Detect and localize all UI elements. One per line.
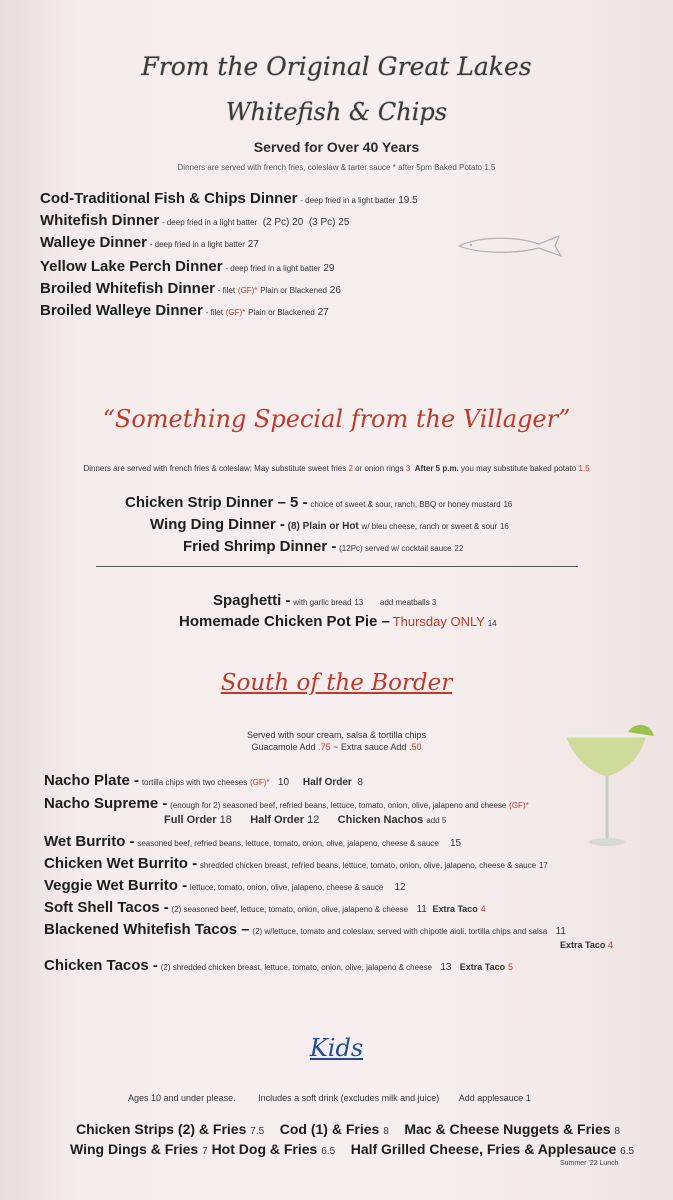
kids-item-price: 7.5 — [250, 1126, 265, 1137]
item-option: Extra Taco — [432, 904, 478, 914]
kids-item-name: Cod (1) & Fries — [279, 1121, 380, 1137]
item-price: 20 — [292, 217, 304, 228]
kids-item-name: Mac & Cheese Nuggets & Fries — [404, 1121, 611, 1137]
kids-item-price: 6.5 — [321, 1146, 336, 1157]
item-option: Full Order — [164, 814, 217, 826]
section1-title-line1: From the Original Great Lakes — [141, 52, 532, 81]
item-name: Yellow Lake Perch Dinner — [40, 258, 223, 275]
kids-item-name: Hot Dog & Fries — [211, 1141, 318, 1157]
gluten-free-tag: (GF)* — [225, 308, 246, 317]
kids-row-1 — [76, 1121, 620, 1137]
menu-item — [40, 234, 259, 251]
item-name: Homemade Chicken Pot Pie – — [179, 613, 390, 630]
item-price: 19.5 — [398, 195, 418, 206]
item-name: Cod-Traditional Fish & Chips Dinner — [40, 190, 298, 207]
menu-item — [44, 921, 566, 938]
menu-item — [44, 957, 513, 974]
menu-item — [179, 613, 497, 630]
menu-item — [40, 190, 418, 207]
item-name: Wing Ding Dinner - — [150, 516, 285, 533]
kids-item-name: Half Grilled Cheese, Fries & Applesauce — [350, 1141, 617, 1157]
note-text: Ages 10 and under please. — [128, 1093, 236, 1103]
item-name: Wet Burrito - — [44, 833, 135, 850]
menu-item — [213, 592, 436, 609]
item-desc: (12Pc) served w/ cocktail sauce — [339, 544, 452, 553]
menu-item — [44, 855, 548, 872]
item-price: 29 — [323, 263, 335, 274]
menu-item — [40, 258, 334, 275]
item-option: Extra Taco — [459, 962, 506, 972]
item-option: Extra Taco — [560, 940, 606, 950]
item-desc: - filet — [217, 286, 236, 295]
item-desc: (2) seasoned beef, lettuce, tomato, onion, olive, jalapeno & cheese — [171, 905, 409, 914]
item-option: Half Order — [302, 777, 352, 788]
item-price: 10 — [277, 777, 290, 788]
menu-item — [44, 772, 363, 789]
section1-note: Dinners are served with french fries, coleslaw & tarter sauce * after 5pm Baked Potato 1.5 — [177, 163, 496, 172]
menu-item — [40, 280, 341, 297]
item-price: 13 — [440, 962, 452, 973]
item-name: Broiled Walleye Dinner — [40, 302, 203, 319]
item-price: 18 — [219, 814, 232, 826]
item-desc: tortilla chips with two cheeses — [141, 778, 248, 787]
item-price: 5 — [507, 962, 513, 972]
item-price: 16 — [499, 522, 509, 531]
item-addon: add meatballs 3 — [379, 598, 437, 607]
item-option: Chicken Nachos — [337, 814, 424, 826]
item-price: 12 — [394, 882, 406, 893]
item-price: 25 — [338, 217, 350, 228]
item-desc: with garlic bread — [293, 598, 352, 607]
item-desc: shredded chicken breast, refried beans, lettuce, tomato, onion, olive, jalapeno, cheese & sauce — [199, 861, 537, 870]
kids-title: Kids — [309, 1034, 364, 1062]
item-desc: choice of sweet & sour, ranch, BBQ or honey mustard — [310, 500, 501, 509]
item-desc: w/ bleu cheese, ranch or sweet & sour — [361, 522, 498, 531]
item-name: Nacho Plate - — [44, 772, 140, 789]
margarita-glass-icon — [562, 722, 658, 850]
section3-note1: Served with sour cream, salsa & tortilla chips — [246, 730, 427, 740]
item-addon: add 5 — [426, 816, 447, 825]
note-text: or onion rings — [355, 464, 404, 473]
kids-item-price: 8 — [383, 1126, 389, 1137]
section2-note — [0, 464, 673, 473]
item-option: Half Order — [250, 814, 305, 826]
section1-title-line2: Whitefish & Chips — [225, 98, 448, 126]
section1-subtitle: Served for Over 40 Years — [253, 139, 420, 155]
note-price: .50 — [408, 742, 422, 752]
item-price: 27 — [247, 239, 259, 250]
menu-item — [150, 516, 509, 533]
kids-item-price: 6.5 — [620, 1146, 635, 1157]
menu-item — [183, 538, 463, 555]
menu-item — [40, 302, 329, 319]
menu-item — [44, 795, 529, 812]
kids-item-name: Chicken Strips (2) & Fries — [76, 1121, 247, 1137]
item-desc: (2) w/lettuce, tomato and coleslaw, served with chipotle aioli, tortilla chips and salsa — [252, 927, 548, 936]
item-desc: (enough for 2) seasoned beef, refried beans, lettuce, tomato, onion, olive, jalapeno and cheese — [170, 801, 507, 810]
section3-title: South of the Border — [220, 670, 453, 696]
section2-title: “Something Special from the Villager” — [102, 405, 571, 433]
item-desc: Plain or Blackened — [248, 308, 315, 317]
note-text: you may substitute baked potato — [461, 464, 577, 473]
item-price: 11 — [416, 904, 427, 915]
gluten-free-tag: (GF)* — [237, 286, 258, 295]
item-name: Spaghetti - — [213, 592, 291, 609]
item-name: Soft Shell Tacos - — [44, 899, 169, 916]
item-name: Veggie Wet Burrito - — [44, 877, 188, 894]
item-price: 22 — [454, 544, 464, 553]
item-desc: - filet — [205, 308, 223, 317]
note-text: Includes a soft drink (excludes milk and juice) — [258, 1093, 440, 1103]
gluten-free-tag: (GF)* — [509, 801, 529, 810]
divider — [96, 566, 578, 567]
item-option: (2 Pc) — [262, 217, 290, 228]
note-price: 1 — [525, 1093, 531, 1103]
item-desc: lettuce, tomato, onion, olive, jalapeno, cheese & sauce — [189, 883, 384, 892]
item-desc: - deep fried in a light batter — [149, 240, 245, 249]
item-name: Fried Shrimp Dinner - — [183, 538, 337, 555]
menu-item — [44, 899, 486, 916]
item-option: (8) Plain or Hot — [287, 521, 359, 532]
item-price: 16 — [503, 500, 513, 509]
item-name: Broiled Whitefish Dinner — [40, 280, 216, 297]
note-text: Add applesauce — [458, 1093, 524, 1103]
menu-item — [40, 212, 349, 229]
menu-item — [44, 833, 461, 850]
item-price: 27 — [317, 307, 329, 318]
item-name: Chicken Strip Dinner – 5 - — [125, 494, 308, 511]
item-desc: (2) shredded chicken breast, lettuce, tomato, onion, olive, jalapeno & cheese — [160, 963, 432, 972]
item-name: Chicken Wet Burrito - — [44, 855, 198, 872]
item-desc: - deep fried in a light batter — [300, 196, 396, 205]
item-desc: Plain or Blackened — [260, 286, 327, 295]
kids-item-name: Wing Dings & Fries — [70, 1141, 199, 1157]
kids-item-price: 8 — [614, 1126, 620, 1137]
nacho-supreme-options — [164, 814, 446, 826]
note-text: ~ Extra sauce Add — [333, 742, 407, 752]
menu-footer: Summer '22 Lunch — [560, 1160, 619, 1167]
item-name: Nacho Supreme - — [44, 795, 168, 812]
kids-note — [128, 1093, 531, 1103]
kids-row-2 — [70, 1141, 634, 1157]
item-price: 8 — [357, 777, 363, 788]
item-price: 17 — [538, 861, 548, 870]
item-desc: seasoned beef, refried beans, lettuce, tomato, onion, olive, jalapeno, cheese & sauce — [137, 839, 439, 848]
menu-item — [125, 494, 512, 511]
item-option: (3 Pc) — [308, 217, 336, 228]
fish-drawing-icon — [455, 232, 565, 260]
item-name: Walleye Dinner — [40, 234, 147, 251]
note-price: 3 — [405, 464, 411, 473]
note-text: Guacamole Add — [251, 742, 316, 752]
item-price: 4 — [607, 940, 613, 950]
item-price: 13 — [354, 598, 364, 607]
note-price: .75 — [318, 742, 331, 752]
note-text: Dinners are served with french fries & coleslaw; May substitute sweet fries — [83, 464, 347, 473]
item-price: 26 — [329, 285, 341, 296]
menu-item — [44, 877, 406, 894]
item-name: Chicken Tacos - — [44, 957, 158, 974]
item-name: Blackened Whitefish Tacos – — [44, 921, 250, 938]
note-price: 2 — [348, 464, 353, 473]
item-desc: - deep fried in a light batter — [161, 218, 258, 227]
item-desc: - deep fried in a light batter — [225, 264, 321, 273]
item-price: 11 — [555, 926, 566, 937]
item-price: 4 — [480, 904, 486, 914]
item-price: 15 — [450, 838, 462, 849]
note-bold: After 5 p.m. — [414, 464, 459, 473]
item-price: 14 — [487, 619, 497, 628]
gluten-free-tag: (GF)* — [249, 778, 270, 787]
item-price: 12 — [307, 814, 320, 826]
item-name: Whitefish Dinner — [40, 212, 160, 229]
extra-taco-note — [560, 940, 613, 950]
note-price: 1.5 — [578, 464, 590, 473]
item-tag: Thursday ONLY — [392, 614, 485, 629]
kids-item-price: 7 — [202, 1146, 208, 1157]
